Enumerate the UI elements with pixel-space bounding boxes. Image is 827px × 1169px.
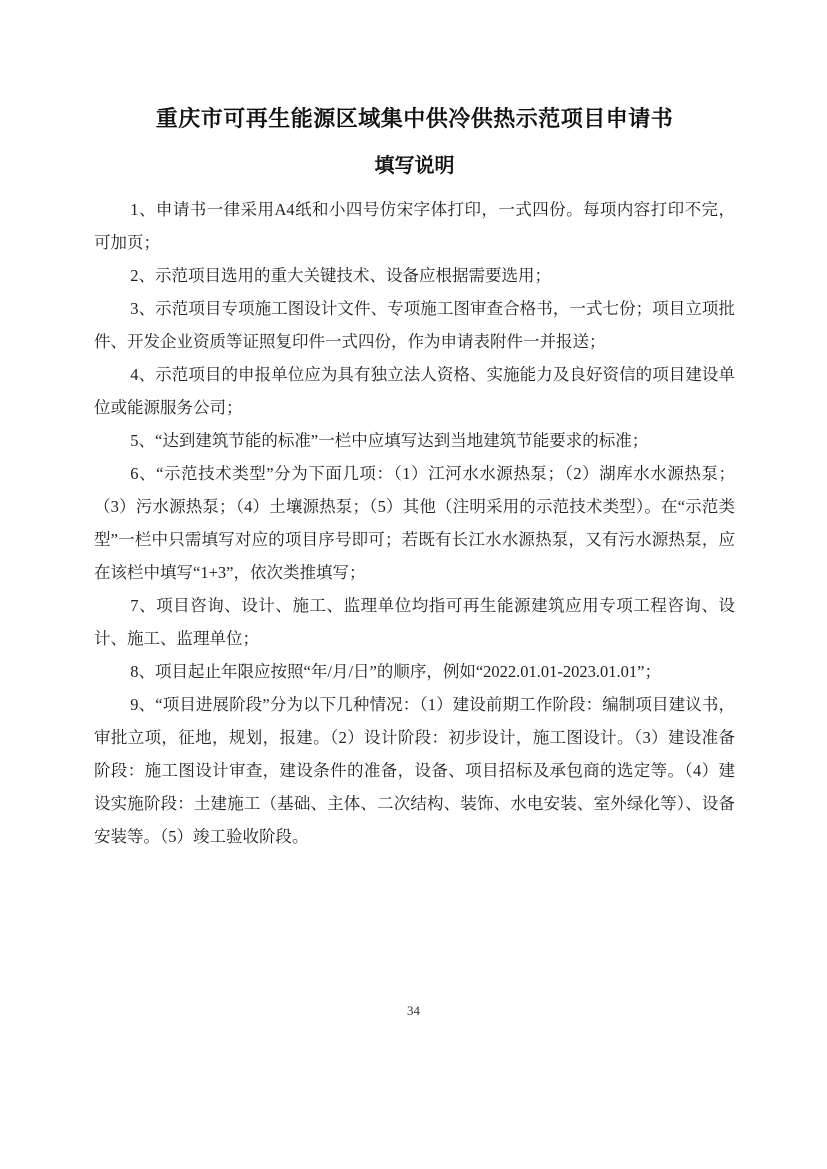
instruction-item-9: 9、“项目进展阶段”分为以下几种情况：（1）建设前期工作阶段：编制项目建议书，审批立项，征地，规划，报建。（2）设计阶段：初步设计，施工图设计。（3）建设准备阶段：施工图设计审查，建设条件的准备，设备、项目招标及承包商的选定等。（4）建设实施阶段：土建施工（基础、主体、二次结构、装饰、水电安装、室外绿化等）、设备安装等。（5）竣工验收阶段。 <box>94 695 735 846</box>
instruction-item-6: 6、“示范技术类型”分为下面几项：（1）江河水水源热泵；（2）湖库水水源热泵；（3）污水源热泵；（4）土壤源热泵；（5）其他（注明采用的示范技术类型）。在“示范类型”一栏中只需填写对应的项目序号即可；若既有长江水水源热泵，又有污水源热泵，应在该栏中填写“1+3”，依次类推填写； <box>94 464 735 582</box>
page-number: 34 <box>407 1003 420 1018</box>
instruction-item-1: 1、申请书一律采用A4纸和小四号仿宋字体打印，一式四份。每项内容打印不完，可加页； <box>94 200 735 252</box>
instructions-list <box>94 193 735 853</box>
instruction-item-3: 3、示范项目专项施工图设计文件、专项施工图审查合格书，一式七份；项目立项批件、开发企业资质等证照复印件一式四份，作为申请表附件一并报送； <box>94 299 735 351</box>
document-subtitle: 填写说明 <box>374 155 455 177</box>
instruction-item-5: 5、“达到建筑节能的标准”一栏中应填写达到当地建筑节能要求的标准； <box>130 431 649 450</box>
instruction-item-8: 8、项目起止年限应按照“年/月/日”的顺序，例如“2022.01.01-2023.01.01”； <box>130 662 662 681</box>
document-title: 重庆市可再生能源区域集中供冷供热示范项目申请书 <box>155 106 674 131</box>
instruction-item-7: 7、项目咨询、设计、施工、监理单位均指可再生能源建筑应用专项工程咨询、设计、施工、监理单位； <box>94 596 735 648</box>
instruction-item-4: 4、示范项目的申报单位应为具有独立法人资格、实施能力及良好资信的项目建设单位或能源服务公司； <box>94 365 735 417</box>
instruction-item-2: 2、示范项目选用的重大关键技术、设备应根据需要选用； <box>130 266 552 285</box>
